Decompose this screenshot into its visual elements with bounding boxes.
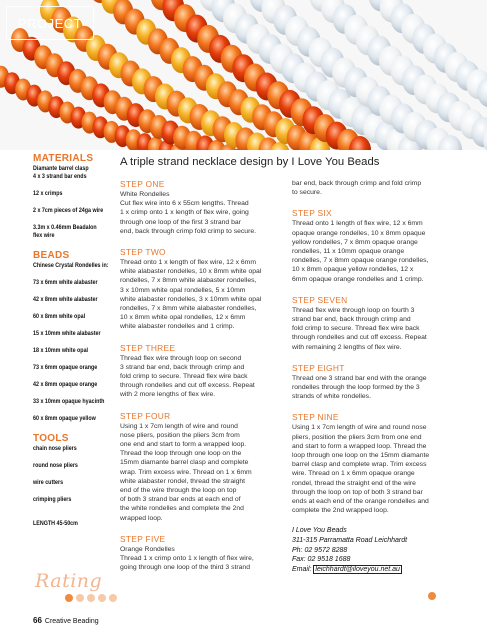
step-line: to secure.	[292, 189, 322, 197]
step-line: opaque orange rondelles, 10 x 8mm opaque	[292, 229, 426, 237]
column-2-steps	[292, 179, 430, 515]
bead-item: 60 x 8mm opaque yellow	[33, 415, 96, 422]
step-line: of both 3 strand bar ends at each end of	[120, 496, 241, 504]
contact-block	[292, 526, 422, 574]
step-line: rondelles, 11 x 10mm opaque orange	[292, 248, 405, 256]
contact-name: I Love You Beads	[292, 527, 347, 535]
tool-item: chain nose pliers	[33, 445, 77, 452]
step-heading: STEP NINE	[292, 412, 339, 423]
instructions-column-2	[292, 179, 430, 574]
step-line: wrap. Trim excess wire. Thread on 1 x 6mm	[120, 468, 252, 476]
step-line: ends at each end of the orange rondelles and	[292, 498, 429, 506]
materials-sidebar	[33, 153, 123, 537]
materials-heading: MATERIALS	[33, 153, 94, 164]
step-line: with remaining 2 lengths of flex wire.	[292, 343, 402, 351]
step-line: 10 x 8mm white opal rondelles, 12 x 6mm	[120, 314, 246, 322]
step-line: going through one loop of the third 3 strand	[120, 564, 250, 572]
step-line: and start to form a wrapped loop. Thread the	[292, 442, 427, 450]
step-line: Thread one 3 strand bar end with the orange	[292, 374, 427, 382]
step-body	[120, 545, 290, 573]
bead-item: 60 x 8mm white opal	[33, 313, 86, 320]
step-line: wire. Thread on 1 x 6mm opaque orange	[292, 470, 415, 478]
step-heading: STEP EIGHT	[292, 362, 345, 373]
step-line: rondelles, 7 x 8mm white alabaster rondelles,	[120, 277, 257, 285]
decorative-dot	[428, 592, 436, 600]
rating-block	[35, 570, 102, 592]
contact-address: 311-315 Parramatta Road Leichhardt	[292, 537, 408, 545]
bead-item: 33 x 10mm opaque hyacinth	[33, 398, 105, 405]
rating-dot	[76, 594, 84, 602]
materials-item: 3.3m x 0.46mm Beadalon	[33, 224, 97, 231]
step-line: fold crimp to secure. Thread flex wire back	[292, 325, 420, 333]
step-line: Thread flex wire through loop on second	[120, 354, 242, 362]
email-link[interactable]: leichhardt@iloveyou.net.au	[315, 565, 400, 573]
step-line: through the loop on top of both 3 strand bar	[292, 488, 423, 496]
step-line: pliers, position the pliers 3cm from one end	[292, 433, 422, 441]
step-line: Using 1 x 7cm length of wire and round	[120, 422, 238, 430]
tool-item: crimping pliers	[33, 496, 72, 503]
step-line: wrapped loop.	[120, 514, 163, 522]
length-note: LENGTH 45-50cm	[33, 520, 78, 527]
bead-item: 18 x 10mm white opal	[33, 347, 89, 354]
contact-phone: Ph: 02 9572 8288	[292, 546, 348, 554]
step-line: bar end, back through crimp and fold crimp	[292, 180, 422, 187]
page-number: 66	[33, 616, 42, 625]
step-body	[292, 374, 427, 402]
step-line: complete the 2nd wrapped loop.	[292, 507, 389, 515]
step-line: 15mm diamante barrel clasp and complete	[120, 459, 249, 467]
step-line: nose pliers, position the pliers 3cm from	[120, 431, 240, 439]
step-heading: STEP TWO	[120, 247, 166, 258]
step-line: Using 1 x 7cm length of wire and round nose	[292, 424, 427, 432]
step-line: through rondelles and cut off excess. Repeat	[292, 334, 427, 342]
step-body	[120, 258, 290, 332]
step-heading: STEP SIX	[292, 208, 332, 219]
step-body	[120, 354, 290, 400]
step-heading: STEP THREE	[120, 342, 176, 353]
step-heading: STEP FIVE	[120, 533, 166, 544]
rating-dot	[109, 594, 117, 602]
step-line: yellow rondelles, 7 x 8mm opaque orange	[292, 238, 418, 246]
rating-dots	[65, 594, 117, 602]
step-body	[120, 422, 290, 523]
step-body	[120, 190, 290, 236]
step-line: through one loop of the first 3 strand bar	[120, 218, 241, 226]
hero-image-beads	[0, 0, 487, 150]
step-line: strand bar end, back through crimp and	[292, 316, 411, 324]
contact-fax: Fax: 02 9518 1688	[292, 556, 351, 564]
contact-email-line	[292, 565, 422, 575]
step-line: Thread onto 1 x length of flex wire, 12 x 6mm	[120, 259, 257, 267]
step-body	[292, 306, 427, 352]
step-line: 6mm opaque orange rondelles and 1 crimp.	[292, 275, 424, 283]
step-line: White Rondelles	[120, 191, 170, 198]
article-headline: A triple strand necklace design by I Love You Beads	[120, 156, 380, 168]
step-line: 3 strand bar end, back through crimp and	[120, 363, 245, 371]
step-line: white alabaster rondelles, 3 x 10mm white opal	[120, 295, 262, 303]
step-line: white alabaster rondelles, 10 x 8mm white opal	[120, 268, 262, 276]
step-body	[292, 423, 430, 515]
rating-label: Rating	[35, 570, 103, 592]
step-line: loop through one loop on the 15mm diamante	[292, 452, 430, 460]
publication-name: Creative Beading	[44, 618, 99, 625]
step-line: the white rondelles and complete the 2nd	[120, 505, 244, 513]
step-line: 3 x 10mm white opal rondelles, 5 x 10mm	[120, 286, 246, 294]
step-line: Thread flex wire through loop on fourth 3	[292, 306, 415, 314]
step-line: white alabaster rondelles and 1 crimp.	[120, 323, 235, 331]
step-line: rondel, thread the straight end of the wire	[292, 479, 416, 487]
step-heading: STEP ONE	[120, 179, 165, 189]
step-line: fold crimp to secure. Thread flex wire back	[120, 373, 248, 381]
step-body	[292, 219, 429, 283]
section-label: PROJECT	[6, 6, 94, 40]
step-line: Orange Rondelles	[120, 545, 175, 553]
email-label: Email:	[292, 565, 312, 573]
beads-heading: BEADS	[33, 250, 70, 261]
beads-intro: Chinese Crystal Rondelles in:	[33, 262, 109, 269]
tools-heading: TOOLS	[33, 433, 69, 444]
step-heading: STEP SEVEN	[292, 294, 348, 305]
step-line: 1 x crimp onto 1 x length of flex wire, going	[120, 209, 249, 217]
step-line: Cut flex wire into 6 x 55cm lengths. Thread	[120, 200, 249, 208]
materials-line: Diamante barrel clasp	[33, 165, 89, 172]
materials-item: 12 x crimps	[33, 190, 63, 197]
step-line: 10 x 8mm opaque yellow rondelles, 12 x	[292, 266, 414, 274]
instructions-column-1	[120, 179, 290, 584]
step-line: rondelles, 7 x 8mm white alabaster rondelles,	[120, 305, 257, 313]
tool-item: wire cutters	[33, 479, 64, 486]
step-line: end of the wire through the loop on top	[120, 487, 237, 495]
materials-item: 2 x 7cm pieces of 24ga wire	[33, 207, 104, 214]
step-line: end, back through crimp fold crimp to secure.	[120, 227, 257, 235]
step-heading: STEP FOUR	[120, 410, 171, 421]
materials-item: flex wire	[33, 232, 55, 239]
step-line: strands of white rondelles.	[292, 393, 371, 401]
bead-item: 73 x 6mm white alabaster	[33, 279, 98, 286]
step-line: Thread the loop through one loop on the	[120, 450, 242, 458]
step-line: barrel clasp and complete wrap. Trim excess	[292, 461, 427, 469]
bead-item: 73 x 6mm opaque orange	[33, 364, 98, 371]
tool-item: round nose pliers	[33, 462, 78, 469]
step-line: with 2 more lengths of flex wire.	[120, 391, 216, 399]
rating-dot	[65, 594, 73, 602]
rating-dot	[87, 594, 95, 602]
page-footer	[33, 616, 99, 625]
step-line: rondelles, 7 x 8mm opaque orange rondelles,	[292, 257, 429, 265]
bead-item: 42 x 8mm opaque orange	[33, 381, 98, 388]
bead-item: 15 x 10mm white alabaster	[33, 330, 101, 337]
step-line: white alabaster rondel, thread the straight	[120, 477, 246, 485]
step-line: one end and start to form a wrapped loop.	[120, 441, 247, 449]
step-body	[292, 179, 422, 197]
step-line: Thread onto 1 length of flex wire, 12 x 6mm	[292, 220, 423, 228]
materials-line: 4 x 3 strand bar ends	[33, 173, 87, 180]
bead-item: 42 x 8mm white alabaster	[33, 296, 98, 303]
step-line: through rondelles and cut off excess. Repeat	[120, 382, 255, 390]
step-line: rondelles through the loop formed by the 3	[292, 384, 420, 392]
rating-dot	[98, 594, 106, 602]
step-line: Thread 1 x crimp onto 1 x length of flex wire,	[120, 555, 254, 563]
